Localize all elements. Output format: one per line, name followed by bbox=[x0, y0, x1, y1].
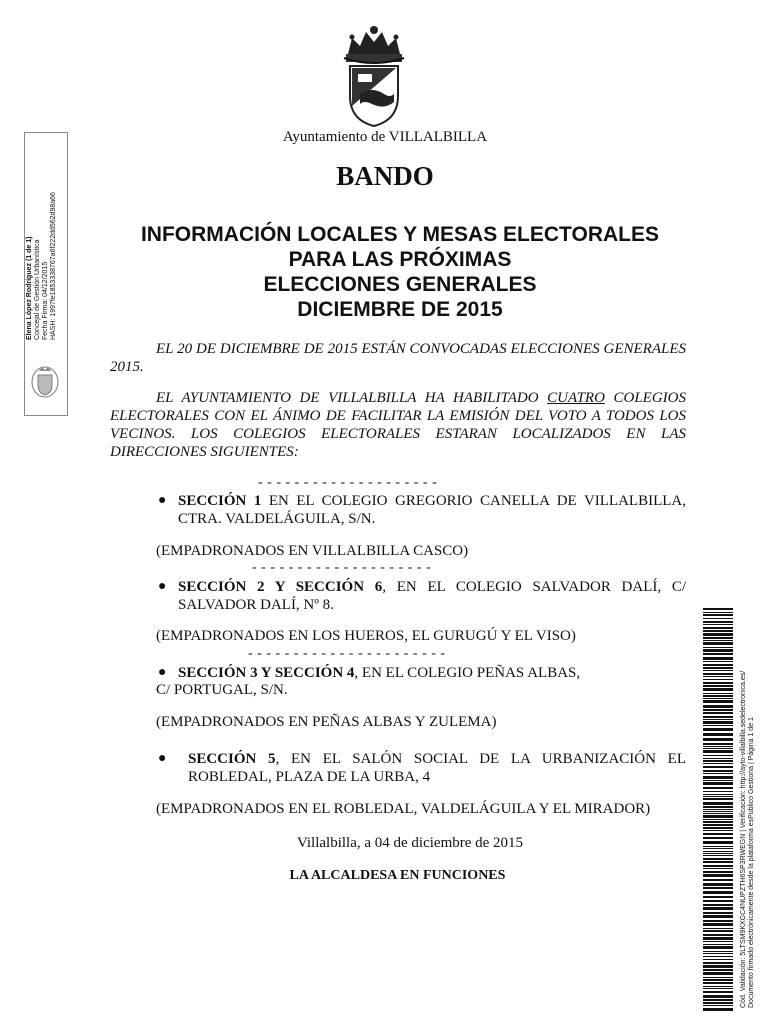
intro-text-2a: EL AYUNTAMIENTO DE VILLALBILLA HA HABILITADO bbox=[156, 390, 548, 406]
intro-text-1: EL 20 DE DICIEMBRE DE 2015 ESTÁN CONVOCADAS ELECCIONES GENERALES 2015. bbox=[110, 341, 686, 375]
section-3-text: , EN EL COLEGIO PEÑAS ALBAS, bbox=[354, 665, 581, 681]
place-and-date: Villalbilla, a 04 de diciembre de 2015 bbox=[296, 835, 524, 851]
intro-paragraph-1 bbox=[110, 340, 686, 376]
section-5-text: , EN EL SALÓN SOCIAL DE LA URBANIZACIÓN EL ROBLEDAL, PLAZA DE LA URBA, 4 bbox=[188, 751, 686, 785]
signature-stamp-text bbox=[26, 180, 66, 340]
bullet-icon: ● bbox=[158, 665, 167, 680]
section-5-residents: (EMPADRONADOS EN EL ROBLEDAL, VALDELÁGUILA Y EL MIRADOR) bbox=[156, 801, 651, 817]
signature-date: Fecha Firma: 04/12/2015 bbox=[42, 261, 49, 340]
section-1-residents: (EMPADRONADOS EN VILLALBILLA CASCO) bbox=[156, 543, 469, 559]
signature-title: LA ALCALDESA EN FUNCIONES bbox=[289, 868, 506, 883]
verification-line-2: Documento firmado electrónicamente desde la plataforma esPublico Gestiona | Página 1 de 1 bbox=[748, 717, 755, 1008]
bullet-icon: ● bbox=[158, 579, 167, 594]
section-3-residents: (EMPADRONADOS EN PEÑAS ALBAS Y ZULEMA) bbox=[156, 714, 497, 730]
headline-line-3: ELECCIONES GENERALES bbox=[263, 273, 537, 296]
section-item-4 bbox=[158, 750, 686, 786]
intro-text-2-underlined: CUATRO bbox=[547, 390, 605, 406]
section-3-address-line-2: C/ PORTUGAL, S/N. bbox=[156, 682, 288, 698]
section-1-label: SECCIÓN 1 bbox=[178, 493, 262, 509]
signer-name: Elena López Rodríguez (1 de 1) bbox=[26, 236, 33, 340]
section-item-3 bbox=[158, 664, 686, 682]
document-title: BANDO bbox=[336, 161, 434, 191]
headline bbox=[100, 222, 700, 322]
section-1-text: EN EL COLEGIO GREGORIO CANELLA DE VILLALBILLA, CTRA. VALDELÁGUILA, S/N. bbox=[178, 493, 686, 527]
headline-line-2: PARA LAS PRÓXIMAS bbox=[288, 248, 512, 271]
intro-text-2b: COLEGIOS ELECTORALES CON EL ÁNIMO DE FACILITAR LA EMISIÓN DEL VOTO A TODOS LOS VECINOS. LOS COLEGIOS ELECTORALES ESTARAN LOCALIZADOS EN LAS DIRECCIONES SIGUIENTES: bbox=[110, 390, 686, 460]
separator-3: - - - - - - - - - - - - - - - - - - - - - - bbox=[248, 646, 446, 661]
barcode-icon bbox=[703, 608, 733, 1012]
section-5-label: SECCIÓN 5 bbox=[188, 751, 276, 767]
section-item-1 bbox=[158, 492, 686, 528]
signature-hash: HASH: 1997fe1853338767a6f222dd562d98a66 bbox=[50, 192, 57, 340]
verification-line-1: Cód. Validación: 5LTSM9KXGC4NUPZTH6SP3RWEGN | Verificación: http://ayto-villalbilla.sedelectronica.es/ bbox=[740, 670, 747, 1008]
organization-name: Ayuntamiento de VILLALBILLA bbox=[282, 129, 488, 145]
separator-1: - - - - - - - - - - - - - - - - - - - - bbox=[258, 475, 438, 490]
section-2-text: , EN EL COLEGIO SALVADOR DALÍ, C/ SALVADOR DALÍ, Nº 8. bbox=[178, 579, 686, 613]
section-2-residents: (EMPADRONADOS EN LOS HUEROS, EL GURUGÚ Y EL VISO) bbox=[156, 628, 576, 644]
signer-role: Concejal de Gestión Urbanística bbox=[34, 239, 41, 340]
separator-2: - - - - - - - - - - - - - - - - - - - - bbox=[252, 560, 432, 575]
bullet-icon: ● bbox=[158, 751, 167, 766]
headline-line-4: DICIEMBRE DE 2015 bbox=[297, 298, 503, 321]
section-2-label: SECCIÓN 2 Y SECCIÓN 6 bbox=[178, 579, 383, 595]
coat-of-arms-icon bbox=[338, 24, 410, 128]
headline-line-1: INFORMACIÓN LOCALES Y MESAS ELECTORALES bbox=[140, 223, 660, 246]
seal-icon bbox=[30, 365, 60, 399]
section-3-label: SECCIÓN 3 Y SECCIÓN 4 bbox=[178, 665, 355, 681]
verification-text bbox=[740, 628, 760, 1008]
bullet-icon: ● bbox=[158, 493, 167, 508]
section-item-2 bbox=[158, 578, 686, 614]
intro-paragraph-2 bbox=[110, 389, 686, 461]
